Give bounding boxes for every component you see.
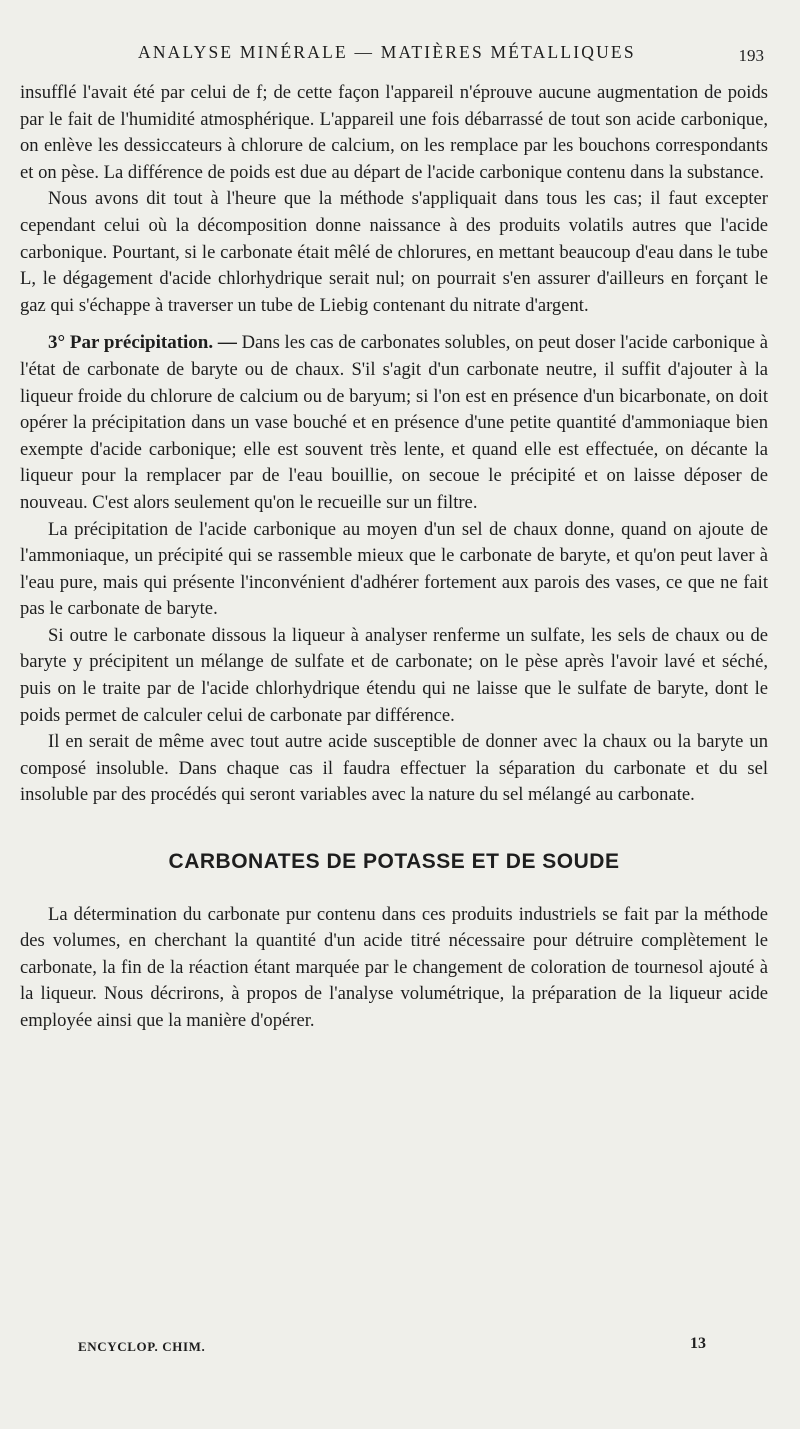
running-title: ANALYSE MINÉRALE — MATIÈRES MÉTALLIQUES <box>138 42 636 62</box>
paragraph-methode: Nous avons dit tout à l'heure que la méthode s'appliquait dans tous les cas; il faut excepter cependant celui où la décomposition donne naissance à des produits volatils autres que l'acide carbonique. Pourtant, si le carbonate était mêlé de chlorures, en mettant beaucoup d'eau dans le tube L, le dégagement d'acide chlorhydrique serait nul; on pourrait s'en assurer d'ailleurs en forçant le gaz qui s'échappe à traverser un tube de Liebig contenant du nitrate d'argent. <box>20 188 768 316</box>
chapter-heading: CARBONATES DE POTASSE ET DE SOUDE <box>168 850 620 874</box>
paragraph-sulfate: Si outre le carbonate dissous la liqueur à analyser renferme un sulfate, les sels de chaux ou de baryte y précipitent un mélange de sulfate et de carbonate; on le pèse après l'avoir lavé et séché, puis on le traite par de l'acide chlorhydrique étendu qui ne laisse que le sulfate de baryte, dont le poids permet de calculer celui de carbonate par différence. <box>20 624 768 726</box>
paragraph-carbonates-potasse: La détermination du carbonate pur contenu dans ces produits industriels se fait par la méthode des volumes, en cherchant la quantité d'un acide titré nécessaire pour détruire complètement le carbonate, la fin de la réaction étant marquée par le changement de coloration de tournesol ajouté à la liqueur. Nous décrirons, à propos de l'analyse volumétrique, la préparation de la liqueur acide employée ainsi que la manière d'opérer. <box>20 903 768 1031</box>
page-number: 193 <box>738 46 764 65</box>
page-footer <box>20 1335 768 1359</box>
footer-sheet-number: 13 <box>690 1335 706 1352</box>
paragraph-precipitation-text: Dans les cas de carbonates solubles, on peut doser l'acide carbonique à l'état de carbonate de baryte ou de chaux. S'il s'agit d'un carbonate neutre, il suffit d'ajouter à la liqueur froide du chlorure de calcium ou de baryum; si l'on est en présence d'un bicarbonate, on doit opérer la précipitation dans un vase bouché et en présence d'une petite quantité d'ammoniaque bien exempte d'acide carbonique; elle est souvent très lente, et quand elle est effectuée, on décante la liqueur pour la remplacer par de l'eau bouillie, on secoue le précipité et on laisse déposer de nouveau. C'est alors seulement qu'on le recueille sur un filtre. <box>20 332 768 513</box>
page-header <box>20 42 790 72</box>
paragraph-continued: insufflé l'avait été par celui de f; de cette façon l'appareil n'éprouve aucune augmentation de poids par le fait de l'humidité atmosphérique. L'appareil une fois débarrassé de tout son acide carbonique, on enlève les dessiccateurs à chlorure de calcium, on les remplace par les bouchons correspondants et on pèse. La différence de poids est due au départ de l'acide carbonique contenu dans la substance. <box>20 82 768 183</box>
paragraph-precipitation <box>20 330 768 516</box>
paragraph-autre-acide: Il en serait de même avec tout autre acide susceptible de donner avec la chaux ou la baryte un composé insoluble. Dans chaque cas il faudra effectuer la séparation du carbonate et du sel insoluble par des procédés qui seront variables avec la nature du sel mélangé au carbonate. <box>20 731 768 806</box>
page-body <box>20 80 768 1035</box>
paragraph-sel-de-chaux: La précipitation de l'acide carbonique au moyen d'un sel de chaux donne, quand on ajoute de l'ammoniaque, un précipité qui se rassemble mieux que le carbonate de baryte, et qu'on peut laver à l'eau pure, mais qui présente l'inconvénient d'adhérer fortement aux parois des vases, ce que ne fait pas le carbonate de baryte. <box>20 518 768 620</box>
footer-signature: ENCYCLOP. CHIM. <box>78 1339 206 1354</box>
section-title-precipitation: 3° Par précipitation. — <box>48 332 237 354</box>
